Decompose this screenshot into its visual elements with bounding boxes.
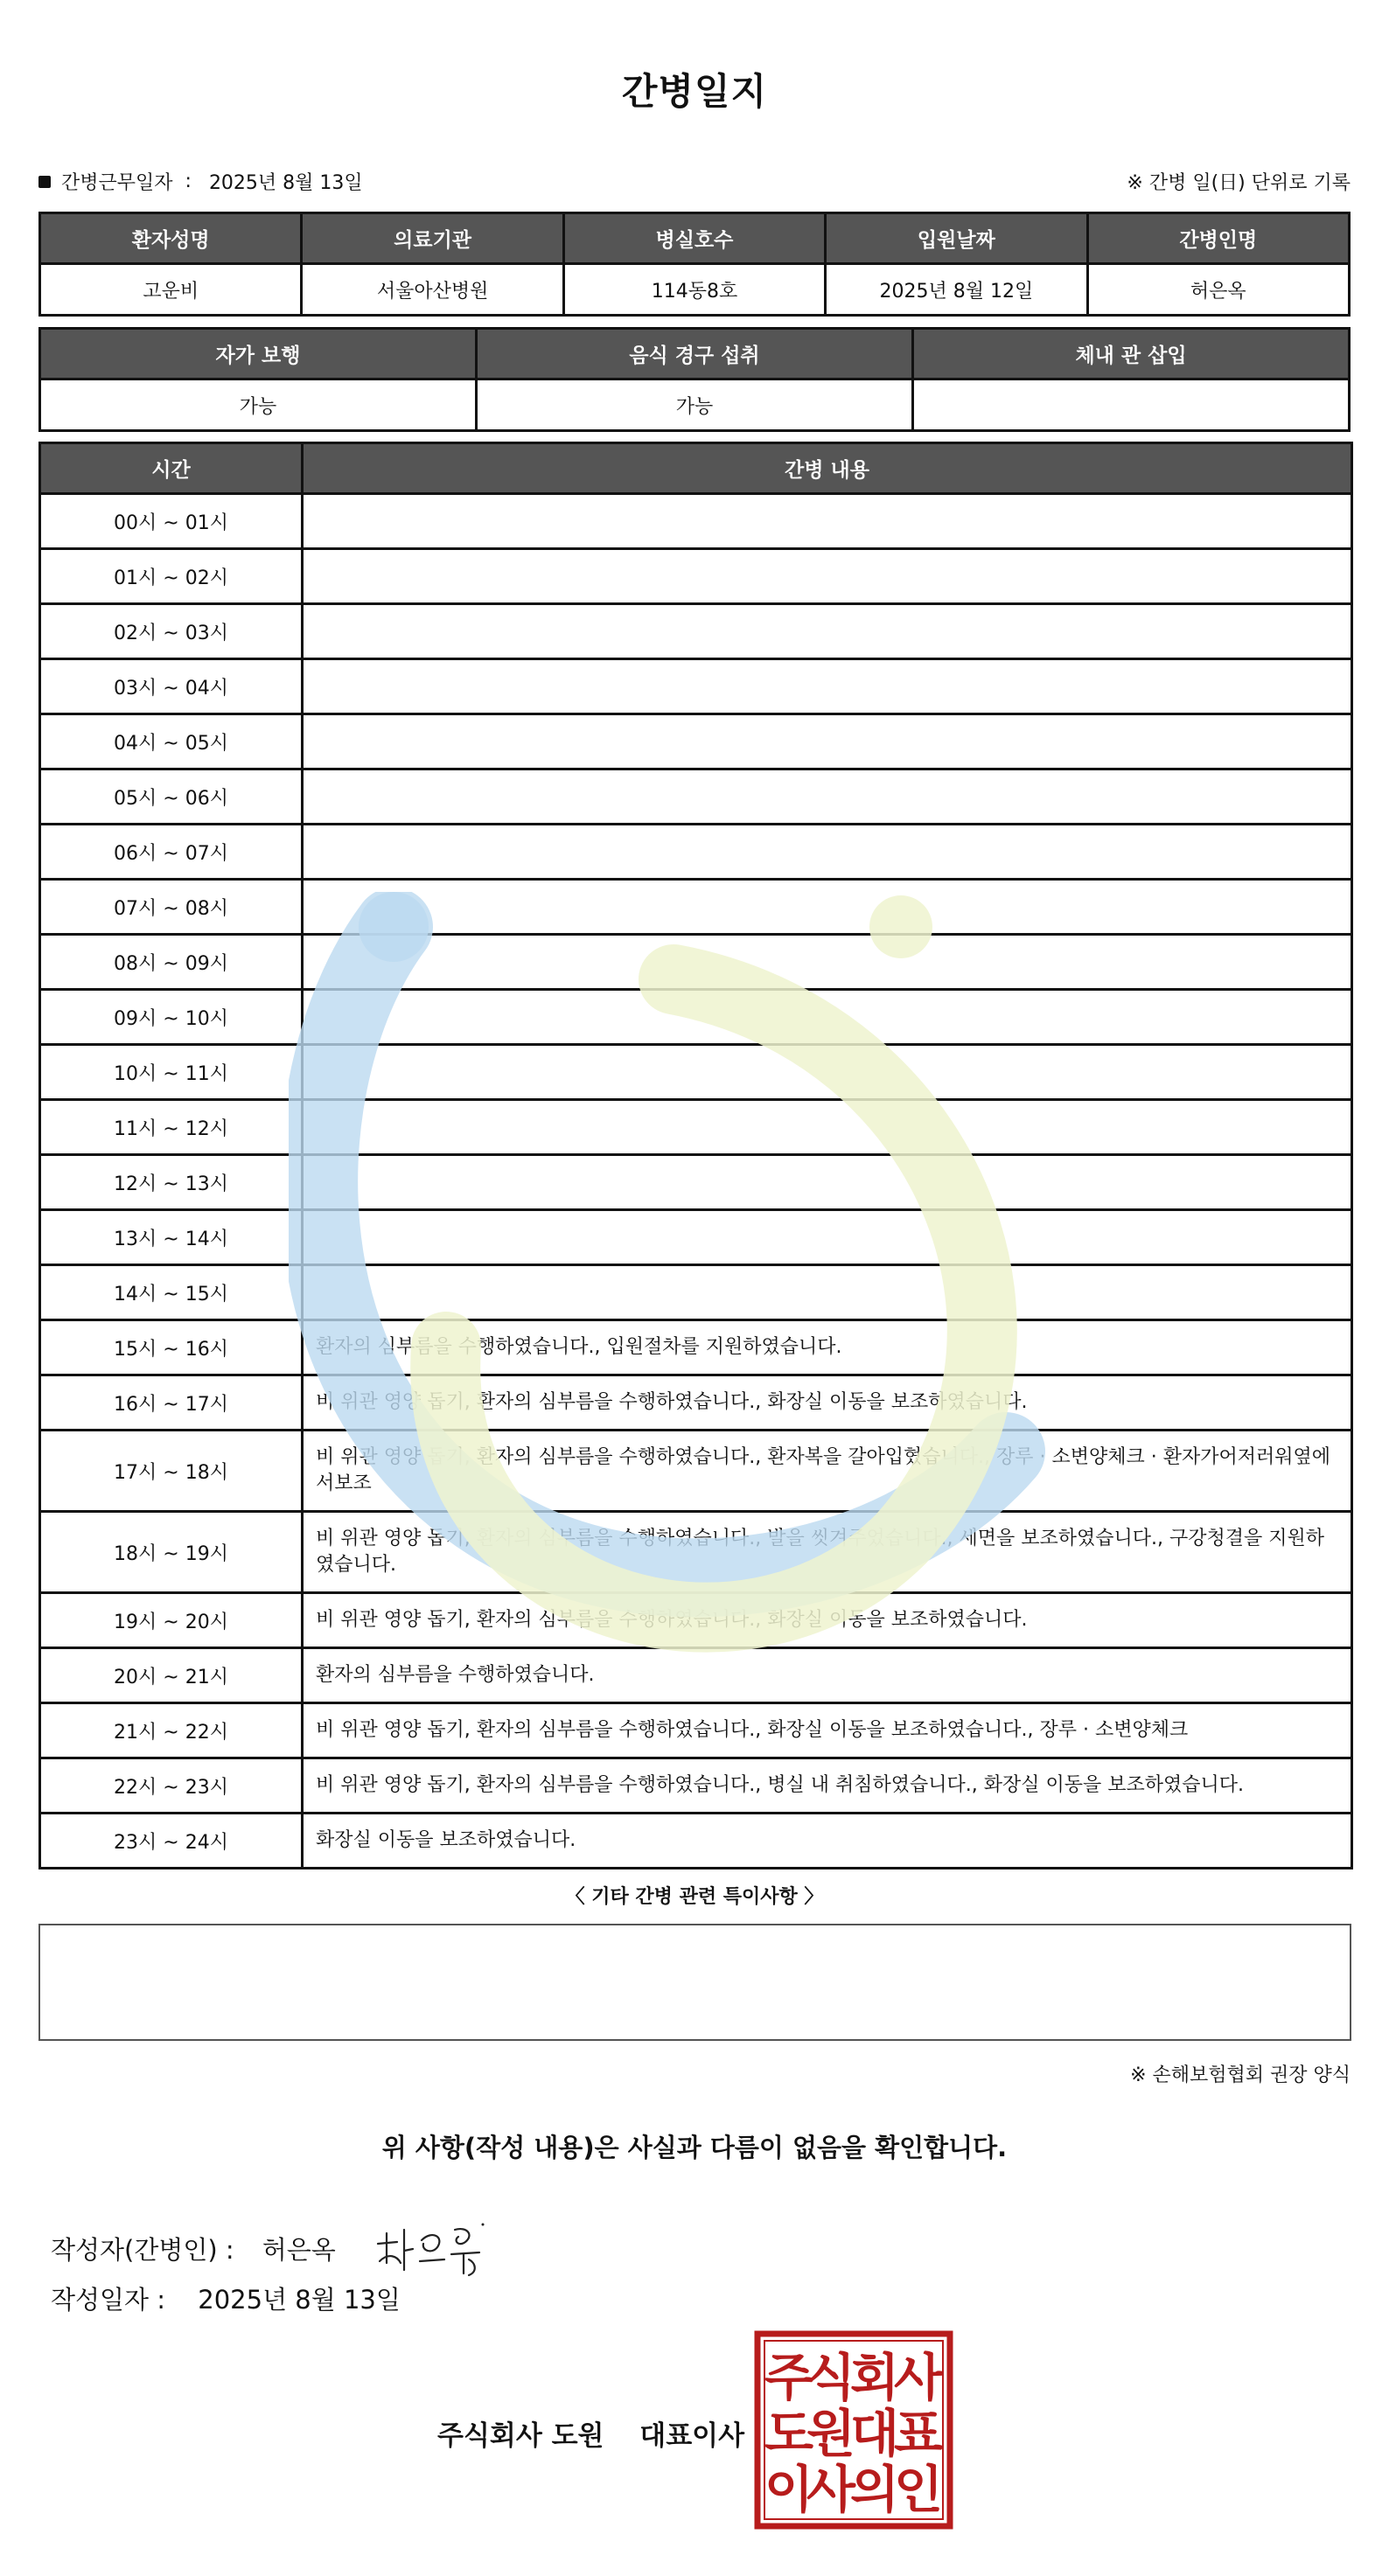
care-log-time: 04시 ~ 05시 <box>40 714 303 769</box>
company-name: 주식회사 도원 <box>437 2420 604 2452</box>
svg-text:표: 표 <box>893 2404 944 2463</box>
care-log-content <box>303 1100 1352 1155</box>
care-log-row <box>40 1155 1352 1210</box>
care-log-row <box>40 825 1352 880</box>
header-caregiver-name: 간병인명 <box>1087 213 1349 264</box>
work-date-value: 2025년 8월 13일 <box>208 172 363 194</box>
care-log-row <box>40 494 1352 549</box>
care-log-time: 14시 ~ 15시 <box>40 1265 303 1320</box>
header-oral-intake: 음식 경구 섭취 <box>477 329 913 379</box>
care-log-time: 23시 ~ 24시 <box>40 1814 303 1869</box>
svg-text:이: 이 <box>764 2460 814 2519</box>
svg-text:회: 회 <box>849 2348 900 2407</box>
care-log-time: 06시 ~ 07시 <box>40 825 303 880</box>
care-log-row <box>40 1320 1352 1375</box>
care-log-content <box>303 604 1352 659</box>
care-log-time: 10시 ~ 11시 <box>40 1045 303 1100</box>
oral-intake-cell: 가능 <box>477 379 913 431</box>
care-log-row <box>40 1210 1352 1265</box>
care-log-row <box>40 1703 1352 1758</box>
care-log-time: 11시 ~ 12시 <box>40 1100 303 1155</box>
care-log-content <box>303 494 1352 549</box>
handwritten-signature <box>371 2217 493 2279</box>
hospital-cell: 서울아산병원 <box>302 264 563 316</box>
care-log-content <box>303 769 1352 825</box>
care-log-time: 21시 ~ 22시 <box>40 1703 303 1758</box>
header-admission-date: 입원날짜 <box>826 213 1087 264</box>
confirmation-statement: 위 사항(작성 내용)은 사실과 다름이 없음을 확인합니다. <box>381 2133 1008 2162</box>
care-log-content <box>303 1155 1352 1210</box>
care-log-content <box>303 714 1352 769</box>
patient-name-cell: 고운비 <box>40 264 302 316</box>
care-log-row <box>40 1431 1352 1512</box>
care-log-row <box>40 1814 1352 1869</box>
svg-text:도: 도 <box>764 2404 814 2463</box>
care-log-row <box>40 1648 1352 1703</box>
care-log-content: 비 위관 영양 돕기, 환자의 심부름을 수행하였습니다., 화장실 이동을 보조하였습니다., 장루 · 소변양체크 <box>303 1703 1352 1758</box>
form-note: ※ 손해보험협회 권장 양식 <box>1130 2064 1351 2086</box>
author-row <box>51 2217 493 2279</box>
care-log-content <box>303 1045 1352 1100</box>
care-log-header-row <box>40 443 1352 494</box>
care-log-row <box>40 769 1352 825</box>
svg-text:사: 사 <box>806 2460 856 2519</box>
care-log-time: 18시 ~ 19시 <box>40 1512 303 1593</box>
svg-text:의: 의 <box>849 2460 900 2519</box>
care-log-content: 비 위관 영양 돕기, 환자의 심부름을 수행하였습니다., 화장실 이동을 보조하였습니다. <box>303 1375 1352 1431</box>
care-log-content: 비 위관 영양 돕기, 환자의 심부름을 수행하였습니다., 발을 씻겨주었습니다., 세면을 보조하였습니다., 구강청결을 지원하였습니다. <box>303 1512 1352 1593</box>
care-log-content <box>303 1265 1352 1320</box>
remarks-title: 〈 기타 간병 관련 특이사항 〉 <box>565 1886 824 1908</box>
care-log-row <box>40 549 1352 604</box>
care-log-row <box>40 604 1352 659</box>
work-date-label: 간병근무일자 <box>61 172 173 194</box>
care-log-time: 09시 ~ 10시 <box>40 990 303 1045</box>
svg-text:사: 사 <box>893 2348 944 2407</box>
status-value-row <box>40 379 1350 431</box>
work-date-colon: : <box>185 171 192 192</box>
care-log-content: 비 위관 영양 돕기, 환자의 심부름을 수행하였습니다., 병실 내 취침하였습니다., 화장실 이동을 보조하였습니다. <box>303 1758 1352 1814</box>
self-walking-cell: 가능 <box>40 379 477 431</box>
care-log-time: 02시 ~ 03시 <box>40 604 303 659</box>
svg-text:인: 인 <box>893 2460 944 2519</box>
square-bullet-icon <box>38 176 51 188</box>
care-log-row <box>40 1265 1352 1320</box>
care-log-row <box>40 935 1352 990</box>
company-signature-row <box>437 2413 744 2453</box>
care-log-time: 15시 ~ 16시 <box>40 1320 303 1375</box>
write-date-label: 작성일자 : <box>51 2285 166 2315</box>
caregiver-name-cell: 허은옥 <box>1087 264 1349 316</box>
care-log-row <box>40 880 1352 935</box>
header-room-number: 병실호수 <box>563 213 825 264</box>
care-log-row <box>40 1375 1352 1431</box>
author-label: 작성자(간병인) : <box>51 2234 234 2265</box>
care-log-time: 05시 ~ 06시 <box>40 769 303 825</box>
care-log-row <box>40 1758 1352 1814</box>
care-log-time: 20시 ~ 21시 <box>40 1648 303 1703</box>
svg-text:식: 식 <box>806 2348 856 2407</box>
care-log-row <box>40 714 1352 769</box>
status-header-row <box>40 329 1350 379</box>
patient-info-value-row <box>40 264 1350 316</box>
remarks-box <box>38 1924 1351 2041</box>
care-log-content <box>303 659 1352 714</box>
care-log-time: 22시 ~ 23시 <box>40 1758 303 1814</box>
header-tube-insertion: 체내 관 삽입 <box>913 329 1350 379</box>
write-date-row <box>51 2280 401 2316</box>
care-log-time: 01시 ~ 02시 <box>40 549 303 604</box>
care-log-content <box>303 825 1352 880</box>
author-name: 허은옥 <box>262 2234 336 2265</box>
svg-text:원: 원 <box>806 2404 856 2463</box>
care-log-content <box>303 880 1352 935</box>
patient-info-table <box>38 212 1351 317</box>
header-patient-name: 환자성명 <box>40 213 302 264</box>
unit-note: ※ 간병 일(日) 단위로 기록 <box>1127 172 1351 194</box>
care-log-content <box>303 935 1352 990</box>
care-log-content: 환자의 심부름을 수행하였습니다. <box>303 1648 1352 1703</box>
tube-insertion-cell <box>913 379 1350 431</box>
header-self-walking: 자가 보행 <box>40 329 477 379</box>
write-date-value: 2025년 8월 13일 <box>198 2285 401 2315</box>
care-log-content <box>303 1210 1352 1265</box>
svg-text:대: 대 <box>849 2404 900 2463</box>
care-log-time: 19시 ~ 20시 <box>40 1593 303 1648</box>
admission-date-cell: 2025년 8월 12일 <box>826 264 1087 316</box>
care-log-time: 03시 ~ 04시 <box>40 659 303 714</box>
care-log-row <box>40 659 1352 714</box>
care-log-row <box>40 1512 1352 1593</box>
meta-row <box>38 168 1351 198</box>
header-care-content: 간병 내용 <box>303 443 1352 494</box>
page-title: 간병일지 <box>621 70 768 113</box>
care-log-time: 12시 ~ 13시 <box>40 1155 303 1210</box>
care-log-body <box>40 494 1352 1869</box>
svg-text:주: 주 <box>764 2348 814 2407</box>
care-log-row <box>40 1100 1352 1155</box>
ceo-title: 대표이사 <box>639 2420 745 2452</box>
work-date-group <box>38 168 363 195</box>
care-log-content: 비 위관 영양 돕기, 환자의 심부름을 수행하였습니다., 환자복을 갈아입혔습니다., 장루 · 소변양체크 · 환자가어저러워옆에서보조 <box>303 1431 1352 1512</box>
patient-info-header-row <box>40 213 1350 264</box>
care-log-content: 화장실 이동을 보조하였습니다. <box>303 1814 1352 1869</box>
care-log-content <box>303 549 1352 604</box>
care-log-time: 13시 ~ 14시 <box>40 1210 303 1265</box>
care-log-row <box>40 1045 1352 1100</box>
care-log-row <box>40 1593 1352 1648</box>
header-hospital: 의료기관 <box>302 213 563 264</box>
care-log-content: 비 위관 영양 돕기, 환자의 심부름을 수행하였습니다., 화장실 이동을 보조하였습니다. <box>303 1593 1352 1648</box>
patient-status-table <box>38 327 1351 432</box>
care-log-time: 08시 ~ 09시 <box>40 935 303 990</box>
company-seal-stamp <box>754 2330 953 2530</box>
care-log-time: 07시 ~ 08시 <box>40 880 303 935</box>
care-log-content: 환자의 심부름을 수행하였습니다., 입원절차를 지원하였습니다. <box>303 1320 1352 1375</box>
care-log-content <box>303 990 1352 1045</box>
care-log-table <box>38 442 1353 1869</box>
care-log-row <box>40 990 1352 1045</box>
care-log-time: 16시 ~ 17시 <box>40 1375 303 1431</box>
header-time: 시간 <box>40 443 303 494</box>
care-log-time: 00시 ~ 01시 <box>40 494 303 549</box>
care-log-time: 17시 ~ 18시 <box>40 1431 303 1512</box>
room-number-cell: 114동8호 <box>563 264 825 316</box>
